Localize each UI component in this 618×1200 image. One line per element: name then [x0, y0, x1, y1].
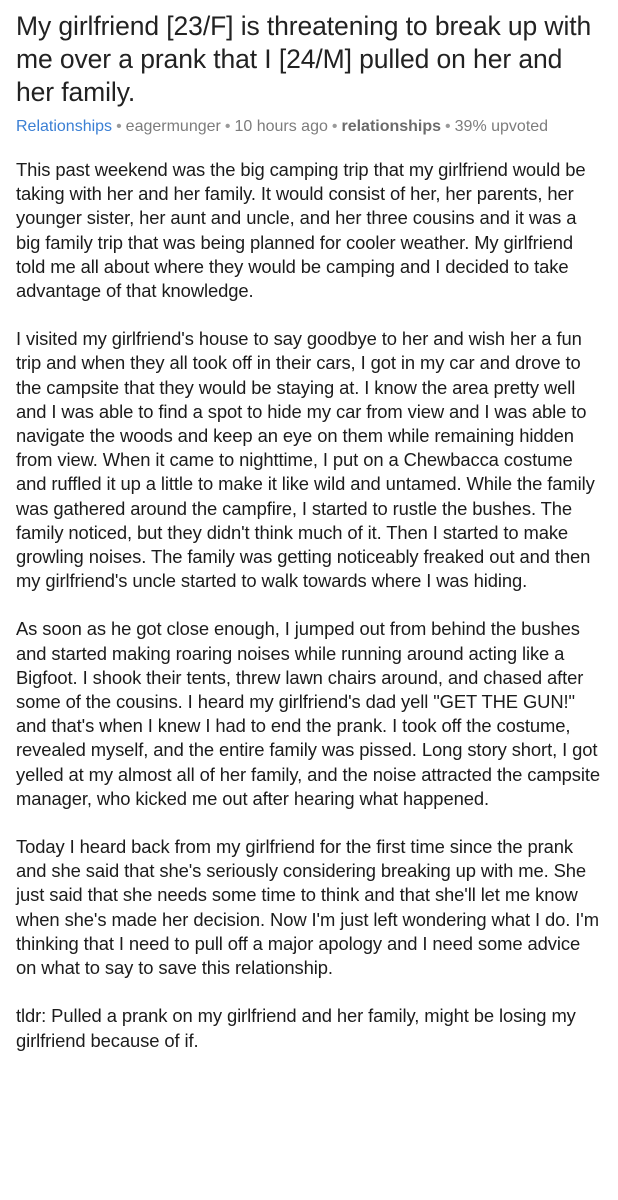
subreddit-link[interactable]: Relationships: [16, 118, 113, 135]
meta-separator: •: [445, 118, 451, 135]
post-paragraph: As soon as he got close enough, I jumped out from behind the bushes and started making roaring noises while running around acting like a Bigfoot. I shook their tents, threw lawn chairs around, and chased after some of the cousins. I heard my girlfriend's dad yell "GET THE GUN!" and that's when I knew I had to end the prank. I took off the costume, revealed myself, and the entire family was pissed. Long story short, I got yelled at my almost all of her family, and the noise attracted the campsite manager, who kicked me out after hearing what happened.: [16, 618, 601, 809]
post-title[interactable]: My girlfriend [23/F] is threatening to break up with me over a prank that I [24/M] pulled on her and her family.: [16, 11, 592, 107]
post-flair[interactable]: relationships: [341, 118, 442, 135]
post-paragraph: This past weekend was the big camping trip that my girlfriend would be taking with her and her family. It would consist of her, her parents, her younger sister, her aunt and uncle, and her three cousins and it was a big family trip that was being planned for cooler weather. My girlfriend told me all about where they would be camping and I decided to take advantage of that knowledge.: [16, 159, 586, 302]
post-paragraph: Today I heard back from my girlfriend for the first time since the prank and she said that she's seriously considering breaking up with me. She just said that she needs some time to think and that she'll let me know when she's made her decision. Now I'm just left wondering what I do. I'm thinking that I need to pull off a major apology and I need some advice on what to say to save this relationship.: [16, 836, 599, 979]
post-meta: [16, 116, 602, 138]
post-body: [16, 158, 602, 1053]
post-paragraph: I visited my girlfriend's house to say goodbye to her and wish her a fun trip and when they all took off in their cars, I got in my car and drove to the campsite that they would be staying at. I know the area pretty well and I was able to find a spot to hide my car from view and I was able to navigate the woods and keep an eye on them while remaining hidden from view. When it came to nighttime, I put on a Chewbacca costume and ruffled it up a little to make it like wild and untamed. While the family was gathered around the campfire, I started to rustle the bushes. The family noticed, but they didn't think much of it. Then I started to make growling noises. The family was getting noticeably freaked out and then my girlfriend's uncle started to walk towards where I was hiding.: [16, 328, 595, 592]
post-timestamp: 10 hours ago: [234, 118, 328, 135]
meta-separator: •: [331, 118, 338, 135]
author-link[interactable]: eagermunger: [125, 118, 221, 135]
meta-separator: •: [116, 118, 122, 135]
meta-separator: •: [224, 118, 231, 135]
post-tldr: tldr: Pulled a prank on my girlfriend and her family, might be losing my girlfriend because of if.: [16, 1005, 576, 1051]
upvote-ratio: 39% upvoted: [454, 118, 549, 135]
